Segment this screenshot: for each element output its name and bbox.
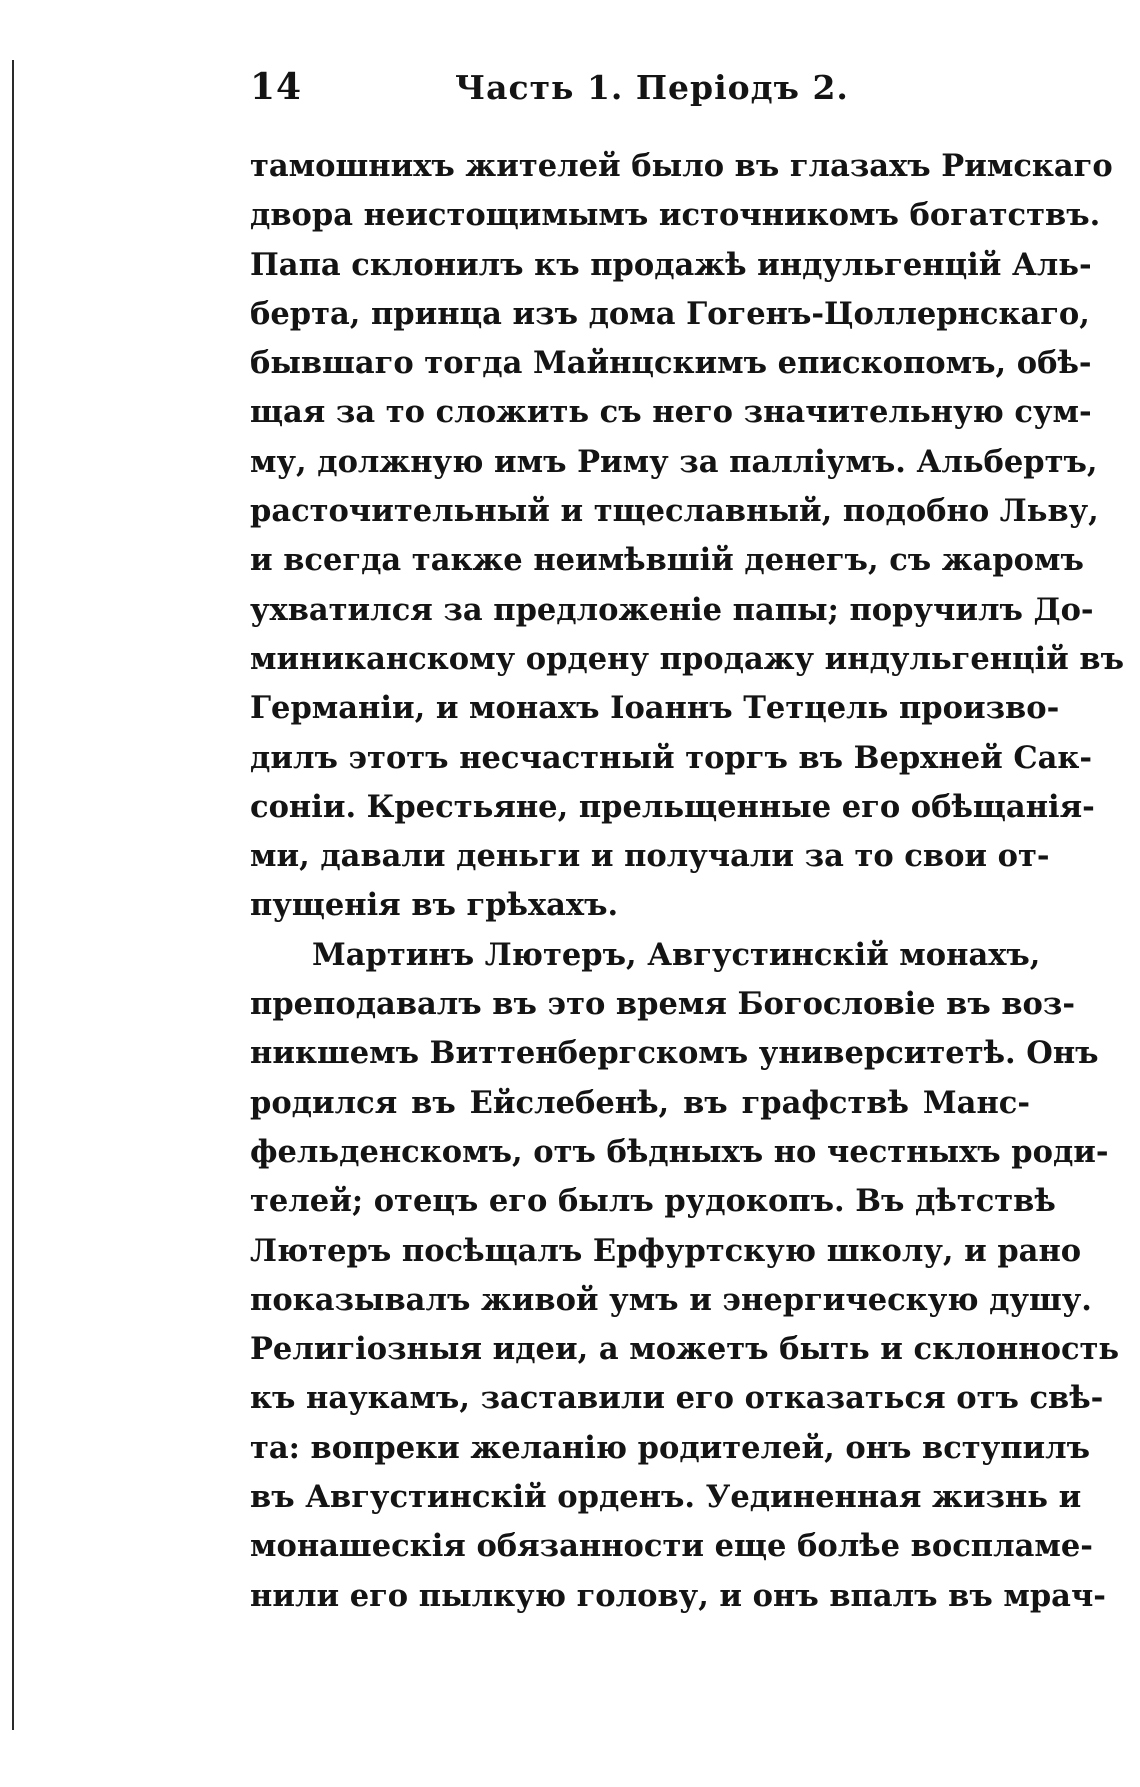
text-line: берта, принца изъ дома Гогенъ-Цоллернскаго, — [250, 295, 1090, 332]
text-line: му, должную имъ Риму за палліумъ. Альбертъ, — [250, 443, 1098, 480]
text-line: никшемъ Виттенбергскомъ университетѣ. Онъ — [250, 1035, 1099, 1072]
text-line: та: вопреки желанію родителей, онъ вступилъ — [250, 1429, 1091, 1466]
text-line: показывалъ живой умъ и энергическую душу. — [250, 1281, 1092, 1318]
text-line: ми, давали деньги и получали за то свои от- — [250, 838, 1050, 875]
text-line: монашескія обязанности еще болѣе воспламе- — [250, 1528, 1093, 1565]
text-line: въ Августинскій орденъ. Уединенная жизнь и — [250, 1479, 1082, 1516]
text-line: расточительный и тщеславный, подобно Льву, — [250, 493, 1099, 530]
running-head: Часть 1. Періодъ 2. — [455, 68, 849, 107]
text-line: Религіозныя идеи, а можетъ быть и склонность — [250, 1331, 1120, 1368]
text-line: Мартинъ Лютеръ, Августинскій монахъ, — [312, 936, 1041, 973]
text-line: Папа склонилъ къ продажѣ индульгенцій Аль- — [250, 246, 1092, 283]
page-edge-rule — [12, 60, 14, 1730]
text-line: пущенія въ грѣхахъ. — [250, 887, 619, 924]
text-line: и всегда также неимѣвшій денегъ, съ жаромъ — [250, 542, 1084, 579]
text-line: телей; отецъ его былъ рудокопъ. Въ дѣтствѣ — [250, 1183, 1056, 1220]
text-line: ухватился за предложеніе папы; поручилъ До- — [250, 591, 1094, 628]
text-line: двора неистощимымъ источникомъ богатствъ. — [250, 197, 1101, 234]
text-line: щая за то сложить съ него значительную сум- — [250, 394, 1092, 431]
paragraph-2 — [250, 931, 1120, 1621]
text-line: родился въ Ейслебенѣ, въ графствѣ Манс- — [250, 1084, 1030, 1121]
text-line: Германіи, и монахъ Іоаннъ Тетцель произво- — [250, 690, 1060, 727]
page-header — [250, 66, 1030, 116]
text-line: фельденскомъ, отъ бѣдныхъ но честныхъ роди- — [250, 1133, 1109, 1170]
text-line: нили его пылкую голову, и онъ впалъ въ мрач- — [250, 1577, 1106, 1614]
paragraph-1 — [250, 142, 1125, 931]
text-line: тамошнихъ жителей было въ глазахъ Римскаго — [250, 148, 1113, 184]
text-line: соніи. Крестьяне, прельщенные его обѣщанія- — [250, 788, 1095, 825]
text-line: дилъ этотъ несчастный торгъ въ Верхней Сак- — [250, 739, 1093, 776]
page-number: 14 — [250, 66, 303, 108]
text-line: преподавалъ въ это время Богословіе въ воз- — [250, 986, 1076, 1023]
body-text — [250, 142, 1125, 1621]
text-line: къ наукамъ, заставили его отказаться отъ свѣ- — [250, 1380, 1104, 1417]
text-line: бывшаго тогда Майнцскимъ епископомъ, обѣ- — [250, 345, 1092, 382]
text-line: миниканскому ордену продажу индульгенцій въ — [250, 640, 1125, 677]
text-line: Лютеръ посѣщалъ Ерфуртскую школу, и рано — [250, 1232, 1082, 1269]
